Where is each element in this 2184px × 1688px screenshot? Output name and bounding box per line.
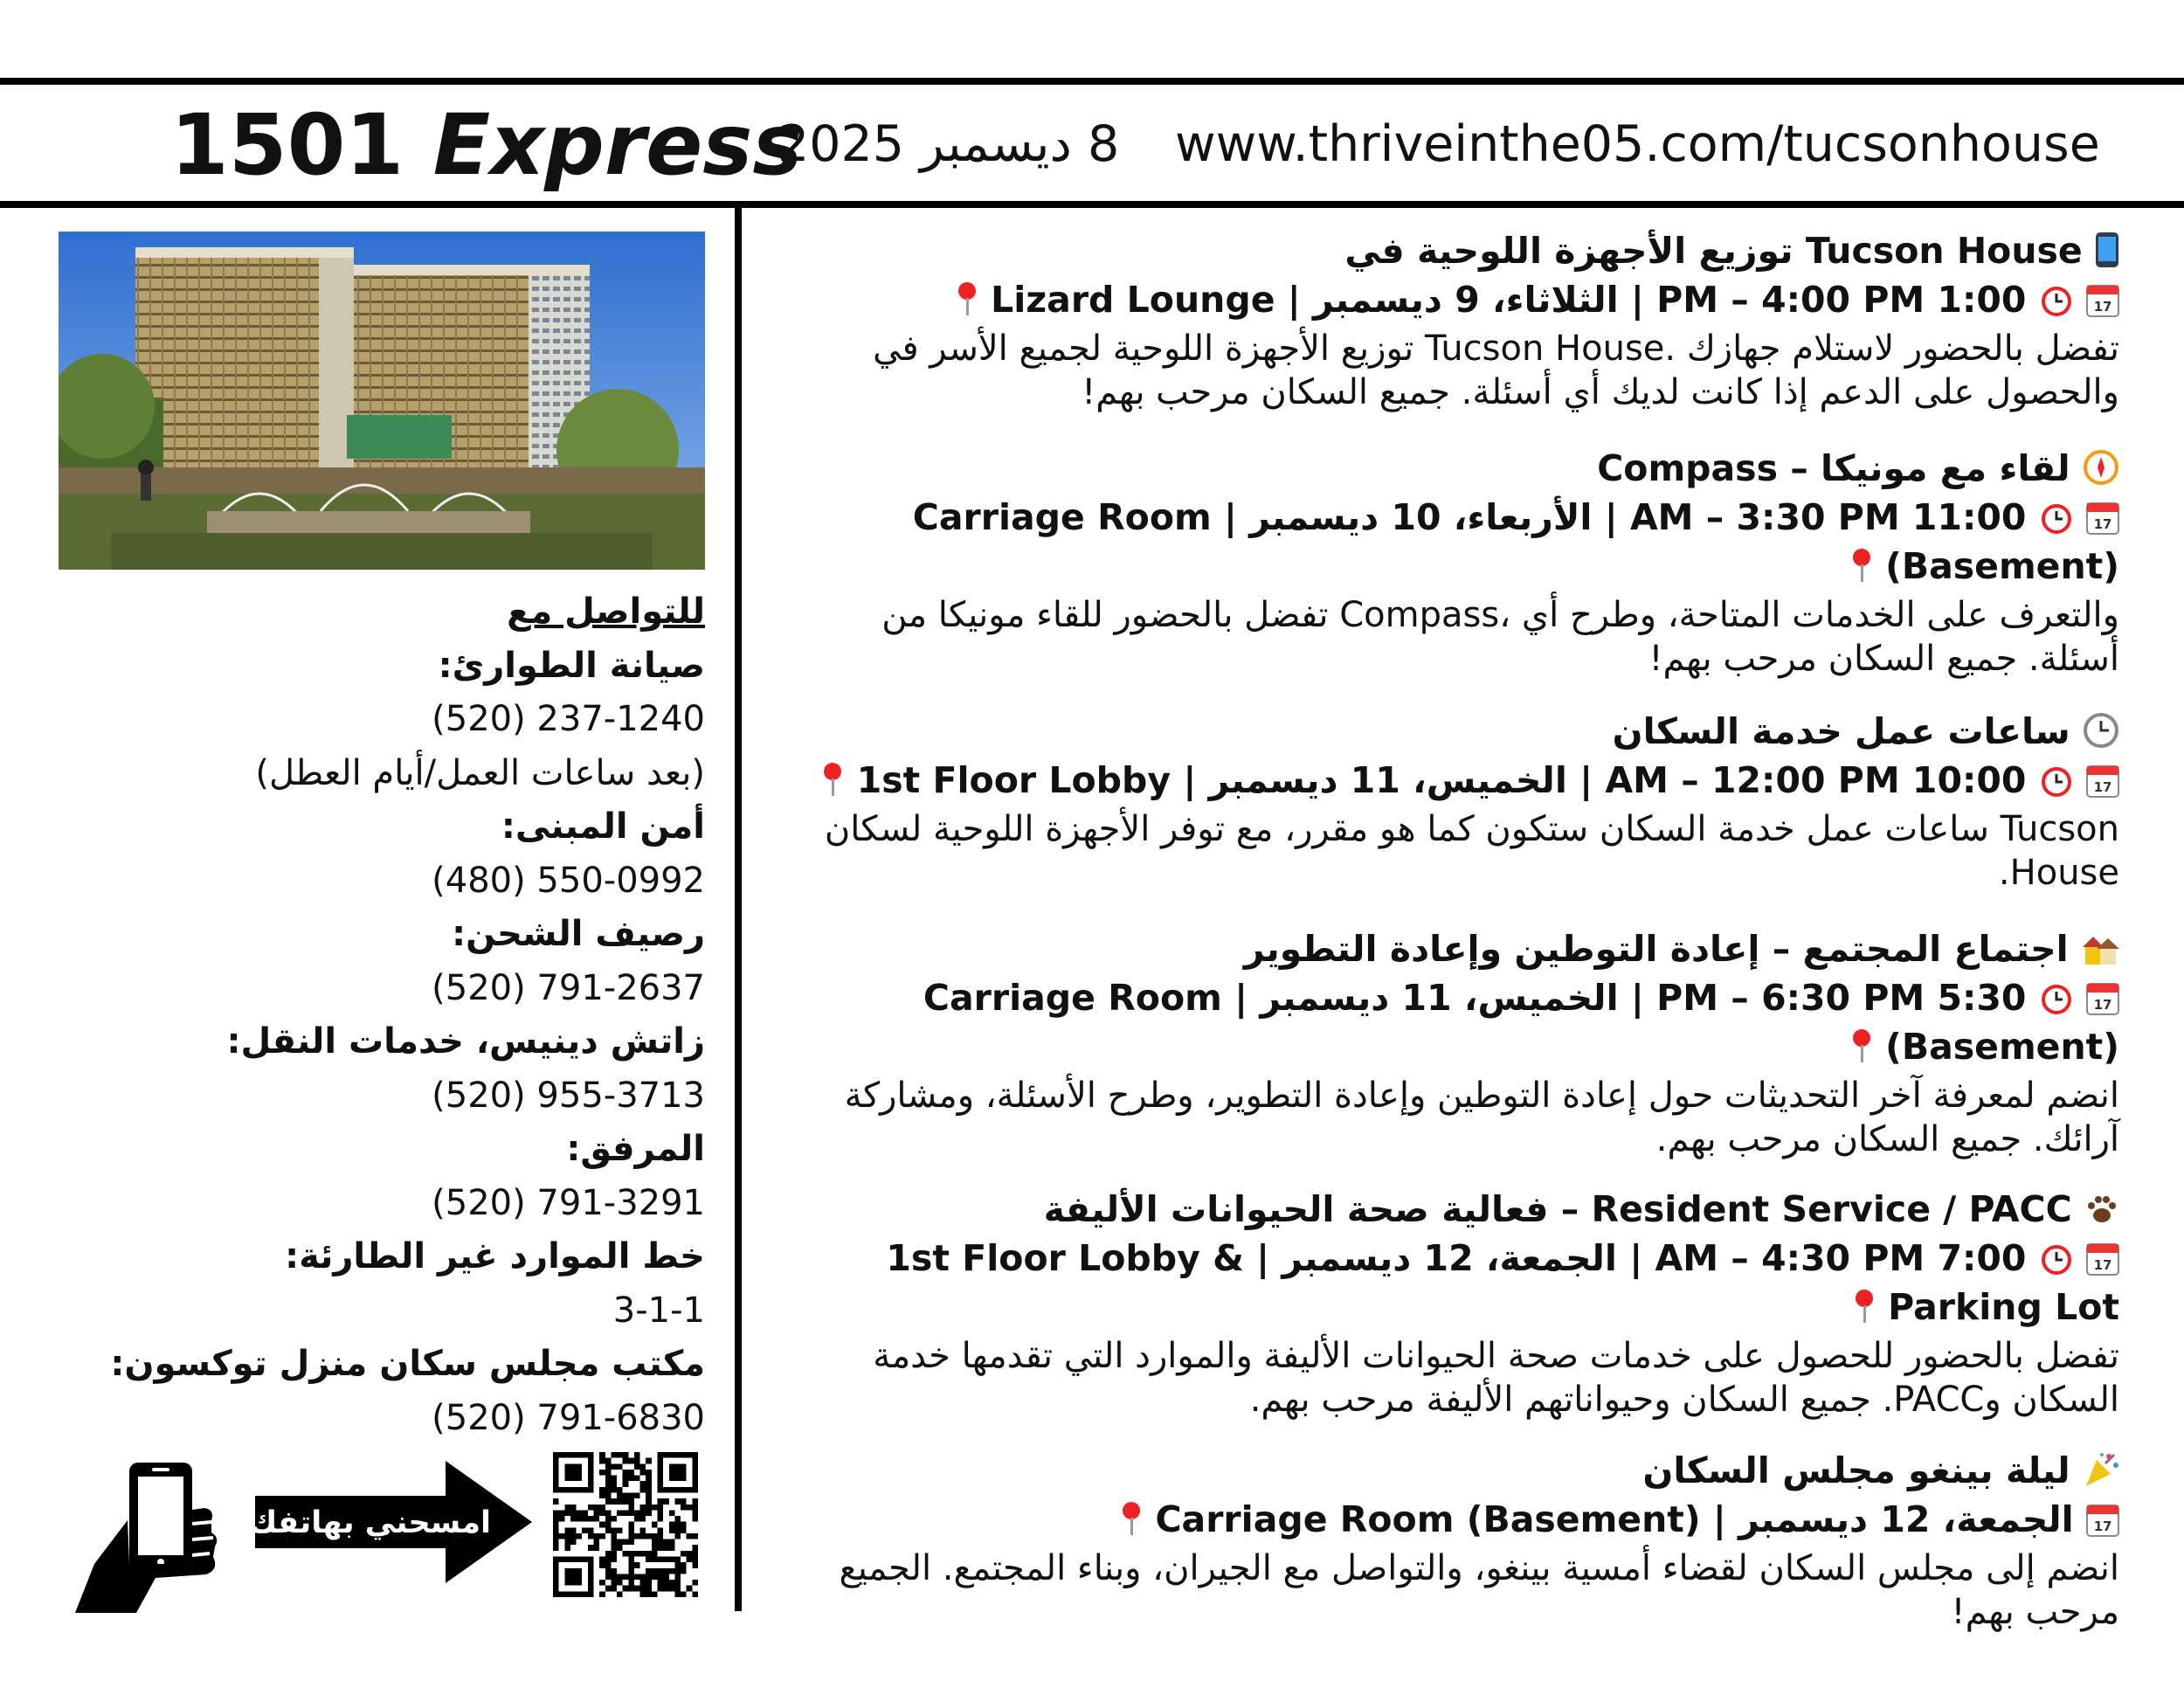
houses-icon [2081, 931, 2119, 976]
event-description: مرحب بهم! [1951, 1592, 2119, 1632]
qr-code[interactable] [553, 1452, 698, 1597]
event-title: Tucson House توزيع الأجهزة اللوحية في [1344, 230, 2083, 272]
event-description: والتعرف على الخدمات المتاحة، وطرح أي ،Compass تفضل بالحضور للقاء مونيكا من [881, 595, 2119, 635]
alarm-clock-icon [2039, 500, 2074, 544]
tablet-icon [2095, 232, 2119, 278]
contact-note: (بعد ساعات العمل/أيام العطل) [255, 752, 705, 793]
event-description: Tucson ساعات عمل خدمة السكان ستكون كما هو مقرر، مع توفر الأجهزة اللوحية لسكان [824, 809, 2119, 849]
scan-caption: امسحني بهاتفك! [235, 1505, 491, 1540]
svg-text:17: 17 [2093, 516, 2112, 532]
paw-icon [2084, 1192, 2119, 1236]
contact-label: المرفق: [566, 1129, 705, 1169]
event-card [760, 446, 2119, 681]
contact-label: زاتش دينيس، خدمات النقل: [226, 1021, 705, 1062]
contacts-heading: للتواصل مع [507, 591, 705, 632]
event-title: ليلة بينغو مجلس السكان [1642, 1449, 2070, 1491]
event-meta: 11:00 AM – 3:30 PM | الأربعاء، 10 ديسمبر | Carriage Room (Basement) [912, 496, 2119, 587]
contact-phone[interactable]: (520) 791-6830 [432, 1397, 705, 1438]
event-meta: الجمعة، 12 ديسمبر | Carriage Room (Basement) [1155, 1498, 2074, 1540]
header-bottom-rule [0, 201, 2184, 208]
event-description: تفضل بالحضور للحصول على خدمات صحة الحيوانات الأليفة والموارد التي تقدمها خدمة [873, 1336, 2119, 1376]
contact-label: مكتب مجلس سكان منزل توكسون: [110, 1344, 705, 1384]
contact-label: خط الموارد غير الطارئة: [285, 1236, 705, 1276]
event-description: والحصول على الدعم إذا كانت لديك أي أسئلة. جميع السكان مرحب بهم! [1082, 372, 2119, 412]
calendar-icon [2086, 500, 2119, 544]
contact-phone[interactable]: (480) 550-0992 [432, 860, 705, 901]
alarm-clock-icon [2039, 980, 2074, 1025]
contact-phone[interactable]: (520) 237-1240 [432, 699, 705, 739]
event-description: أسئلة. جميع السكان مرحب بهم! [1648, 639, 2119, 679]
contact-label: صيانة الطوارئ: [438, 645, 705, 686]
header-top-rule [0, 78, 2184, 85]
contact-label: رصيف الشحن: [452, 914, 705, 954]
event-meta: 10:00 AM – 12:00 PM | الخميس، 11 ديسمبر | 1st Floor Lobby [856, 759, 2027, 801]
calendar-icon [2086, 763, 2119, 807]
issue-date: 8 ديسمبر 2025 [778, 115, 1120, 173]
event-card [760, 927, 2119, 1161]
clock-icon [2083, 712, 2119, 758]
event-meta: 7:00 AM – 4:30 PM | الجمعة، 12 ديسمبر | 1st Floor Lobby & Parking Lot [886, 1237, 2119, 1328]
calendar-icon [2086, 282, 2119, 327]
contact-phone[interactable]: 3-1-1 [612, 1290, 705, 1331]
compass-icon [2083, 449, 2119, 495]
contact-phone[interactable]: (520) 791-3291 [432, 1182, 705, 1223]
pin-icon [956, 280, 978, 327]
event-card [760, 1449, 2119, 1634]
contact-label: أمن المبنى: [501, 806, 705, 847]
event-card [760, 709, 2119, 895]
contacts-section [59, 585, 705, 1445]
event-description: تفضل بالحضور لاستلام جهازك .Tucson House توزيع الأجهزة اللوحية لجميع الأسر في [873, 329, 2119, 369]
event-description: House. [1998, 853, 2119, 893]
contact-phone[interactable]: (520) 791-2637 [432, 967, 705, 1008]
event-title: Resident Service / PACC – فعالية صحة الحيوانات الأليفة [1043, 1188, 2072, 1230]
building-photo [59, 232, 705, 570]
alarm-clock-icon [2039, 1241, 2074, 1285]
event-meta: 1:00 PM – 4:00 PM | الثلاثاء، 9 ديسمبر | Lizard Lounge [991, 279, 2027, 321]
event-description: آرائك. جميع السكان مرحب بهم. [1655, 1119, 2119, 1159]
calendar-icon [2086, 980, 2119, 1025]
calendar-icon [2086, 1241, 2119, 1285]
event-description: انضم لمعرفة آخر التحديثات حول إعادة التوطين وإعادة التطوير، وطرح الأسئلة، ومشاركة [844, 1076, 2119, 1116]
event-card [760, 1187, 2119, 1422]
pin-icon [821, 761, 844, 807]
column-divider [735, 208, 742, 1611]
title-number: 1501 [170, 96, 404, 194]
newsletter-title [170, 94, 803, 196]
event-title: ساعات عمل خدمة السكان [1612, 710, 2070, 752]
event-title: اجتماع المجتمع – إعادة التوطين وإعادة التطوير [1243, 928, 2069, 970]
alarm-clock-icon [2039, 282, 2074, 327]
title-italic: Express [432, 96, 803, 194]
pin-icon [1120, 1500, 1143, 1546]
party-popper-icon [2083, 1451, 2119, 1498]
website-link[interactable]: www.thriveinthe05.com/tucsonhouse [1175, 115, 2100, 173]
alarm-clock-icon [2039, 763, 2074, 807]
pin-icon [1853, 1288, 1876, 1334]
contact-phone[interactable]: (520) 955-3713 [432, 1075, 705, 1116]
pin-icon [1850, 547, 1873, 593]
svg-text:17: 17 [2093, 1519, 2112, 1534]
event-meta: 5:30 PM – 6:30 PM | الخميس، 11 ديسمبر | Carriage Room (Basement) [923, 977, 2119, 1068]
event-description: انضم إلى مجلس السكان لقضاء أمسية بينغو، والتواصل مع الجيران، وبناء المجتمع. الجميع [839, 1548, 2119, 1588]
svg-text:17: 17 [2093, 779, 2112, 795]
event-description: السكان وPACC. جميع السكان وحيواناتهم الأليفة مرحب بهم. [1249, 1380, 2119, 1420]
calendar-icon [2086, 1502, 2119, 1546]
hand-phone-icon [75, 1459, 224, 1613]
event-card [760, 229, 2119, 414]
event-title: لقاء مع مونيكا – Compass [1597, 447, 2070, 489]
svg-text:17: 17 [2093, 997, 2112, 1013]
pin-icon [1850, 1027, 1873, 1074]
svg-text:17: 17 [2093, 299, 2112, 315]
svg-text:17: 17 [2093, 1257, 2112, 1273]
